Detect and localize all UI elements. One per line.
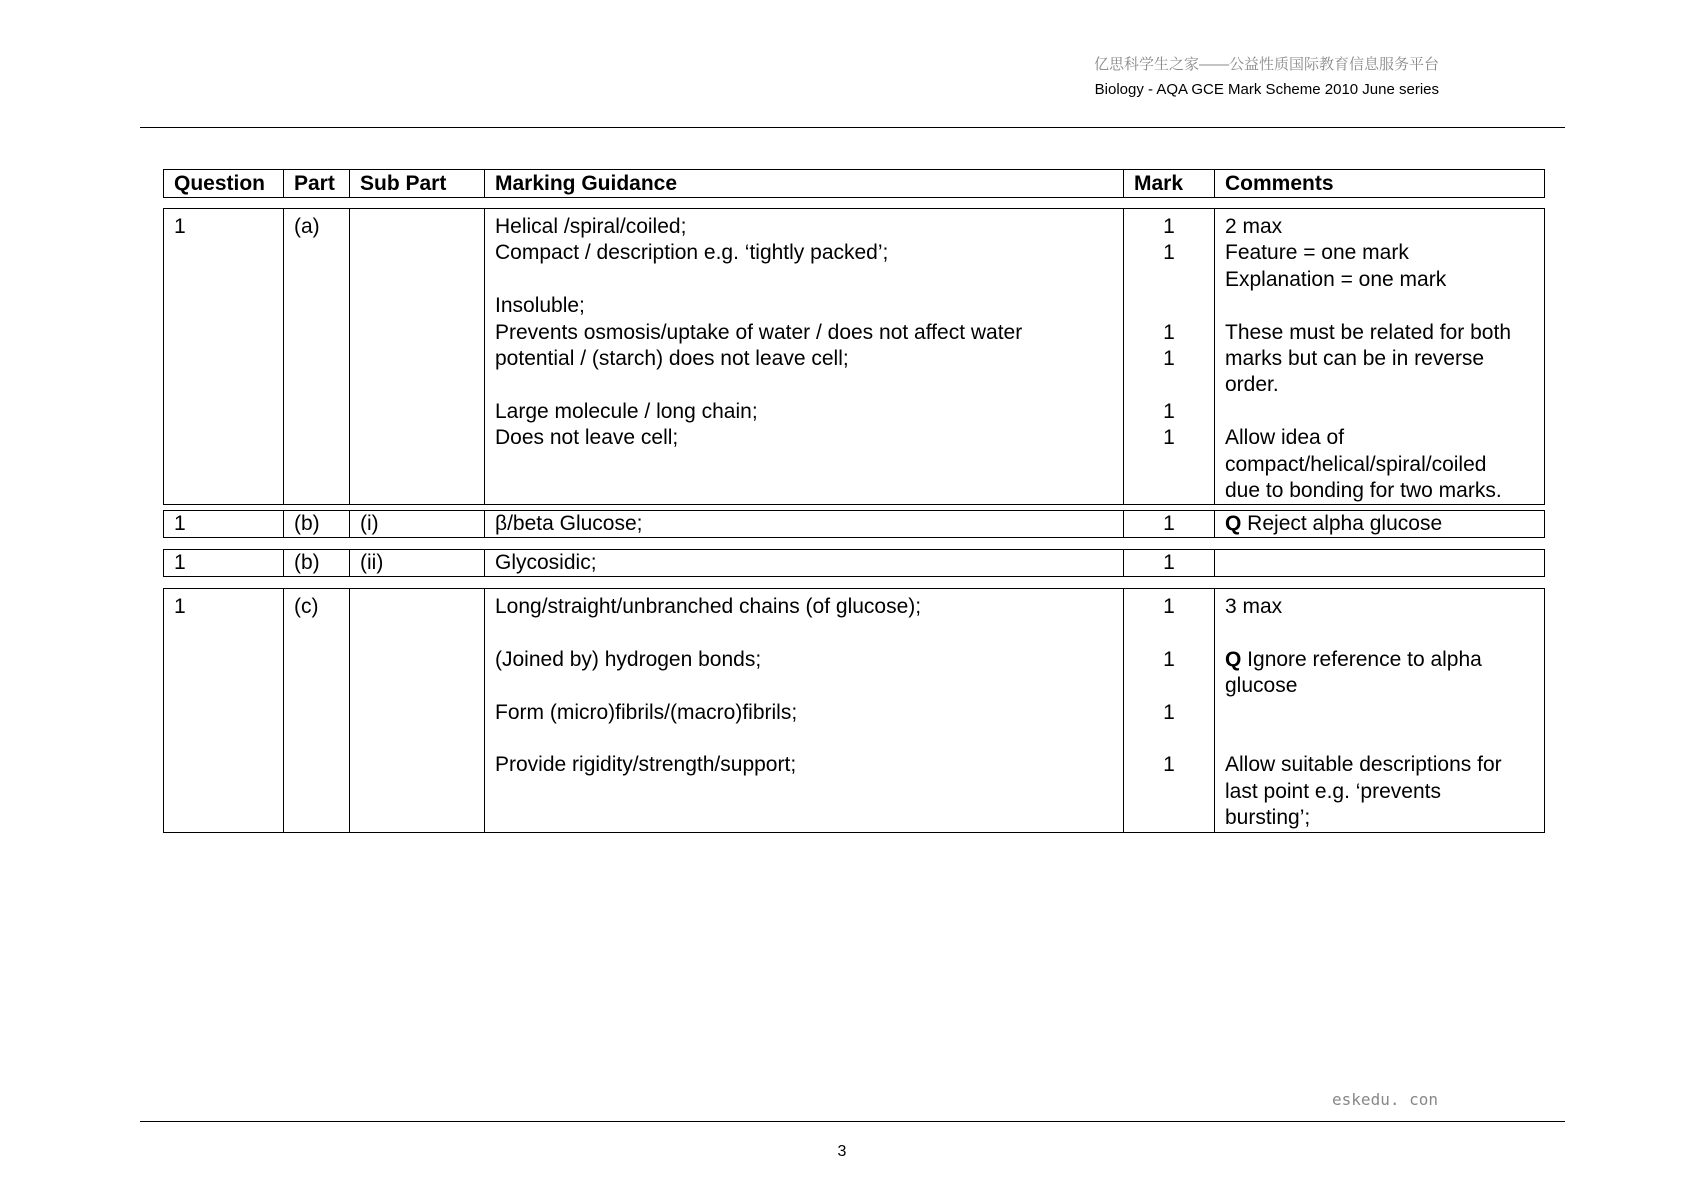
- mark-value: 1: [1163, 347, 1175, 370]
- guidance-cell: β/beta Glucose;: [485, 511, 1124, 538]
- comment-text: Ignore reference to alpha: [1241, 647, 1482, 671]
- q-marker: Q: [1225, 512, 1242, 535]
- subpart-cell: [350, 209, 485, 505]
- mark-value: 1: [1163, 241, 1175, 265]
- guidance-line: Provide rigidity/strength/support;: [495, 753, 797, 777]
- mark-cell: [1124, 589, 1215, 833]
- mark-value: 1: [1163, 595, 1175, 618]
- mark-cell: 1: [1124, 550, 1215, 577]
- footer-divider: [140, 1121, 1565, 1122]
- question-cell: 1: [164, 589, 284, 833]
- comment-line: 3 max: [1225, 595, 1283, 618]
- row-1c-table: [163, 588, 1545, 833]
- guidance-line: Prevents osmosis/uptake of water / does not affect water: [495, 320, 1023, 344]
- guidance-line: Compact / description e.g. ‘tightly packed’;: [495, 241, 889, 265]
- question-cell: 1: [164, 550, 284, 577]
- comment-line: Allow idea of: [1225, 426, 1345, 450]
- header-marking-guidance: Marking Guidance: [485, 170, 1124, 198]
- header-site-name: 亿思科学生之家——公益性质国际教育信息服务平台: [1093, 56, 1439, 73]
- mark-cell: 1: [1124, 511, 1215, 538]
- part-cell: (a): [284, 209, 350, 505]
- subpart-cell: (i): [350, 511, 485, 538]
- mark-cell: [1124, 209, 1215, 505]
- question-cell: 1: [164, 511, 284, 538]
- comment-line: due to bonding for two marks.: [1225, 479, 1502, 503]
- guidance-cell: [485, 589, 1124, 833]
- footer-watermark: eskedu. con: [1332, 1090, 1438, 1109]
- comments-cell: [1215, 589, 1545, 833]
- row-1a-table: [163, 208, 1545, 505]
- guidance-line: potential / (starch) does not leave cell;: [495, 347, 849, 371]
- header-document-title: Biology - AQA GCE Mark Scheme 2010 June series: [1094, 81, 1439, 98]
- part-cell: (c): [284, 589, 350, 833]
- mark-value: 1: [1163, 700, 1175, 724]
- comments-cell: [1215, 511, 1545, 538]
- guidance-line: Long/straight/unbranched chains (of glucose);: [495, 595, 922, 618]
- comment-text: Reject alpha glucose: [1241, 512, 1443, 535]
- page-number: 3: [837, 1143, 847, 1160]
- header-divider: [140, 127, 1565, 128]
- table-header-row: [164, 170, 1545, 198]
- comments-cell: [1215, 209, 1545, 505]
- comment-line: [1225, 647, 1534, 673]
- subpart-cell: [350, 589, 485, 833]
- guidance-line: (Joined by) hydrogen bonds;: [495, 647, 762, 671]
- row-1b-i-table: [163, 510, 1545, 538]
- comment-line: 2 max: [1225, 215, 1283, 238]
- header-question: Question: [164, 170, 284, 198]
- mark-value: 1: [1163, 426, 1175, 450]
- page-header: [1094, 52, 1439, 102]
- comment-line: Feature = one mark: [1225, 241, 1409, 265]
- mark-value: 1: [1163, 753, 1175, 777]
- guidance-line: Large molecule / long chain;: [495, 399, 758, 423]
- guidance-line: Form (micro)fibrils/(macro)fibrils;: [495, 700, 798, 724]
- mark-value: 1: [1163, 399, 1175, 423]
- comment-line: marks but can be in reverse: [1225, 347, 1485, 371]
- comments-cell: [1215, 550, 1545, 577]
- mark-value: 1: [1163, 647, 1175, 671]
- table-row: [164, 511, 1545, 538]
- row-1b-ii-table: [163, 549, 1545, 577]
- comment-line: last point e.g. ‘prevents: [1225, 779, 1441, 803]
- part-cell: (b): [284, 511, 350, 538]
- q-marker: Q: [1225, 647, 1242, 671]
- part-cell: (b): [284, 550, 350, 577]
- comment-line: Explanation = one mark: [1225, 267, 1447, 291]
- comment-line: glucose: [1225, 674, 1298, 698]
- comment-line: These must be related for both: [1225, 320, 1511, 344]
- table-row: [164, 209, 1545, 505]
- mark-scheme-header-table: [163, 169, 1545, 198]
- header-sub-part: Sub Part: [350, 170, 485, 198]
- comment-line: bursting’;: [1225, 806, 1311, 830]
- header-part: Part: [284, 170, 350, 198]
- comment-line: order.: [1225, 373, 1279, 397]
- guidance-cell: Glycosidic;: [485, 550, 1124, 577]
- subpart-cell: (ii): [350, 550, 485, 577]
- mark-value: 1: [1163, 320, 1175, 344]
- comment-line: compact/helical/spiral/coiled: [1225, 452, 1487, 476]
- guidance-line: Helical /spiral/coiled;: [495, 215, 687, 238]
- guidance-cell: [485, 209, 1124, 505]
- question-cell: 1: [164, 209, 284, 505]
- header-mark: Mark: [1124, 170, 1215, 198]
- table-row: [164, 589, 1545, 833]
- comment-line: Allow suitable descriptions for: [1225, 753, 1502, 777]
- header-comments: Comments: [1215, 170, 1545, 198]
- table-row: [164, 550, 1545, 577]
- guidance-line: Insoluble;: [495, 294, 585, 318]
- mark-value: 1: [1163, 215, 1175, 238]
- guidance-line: Does not leave cell;: [495, 426, 679, 450]
